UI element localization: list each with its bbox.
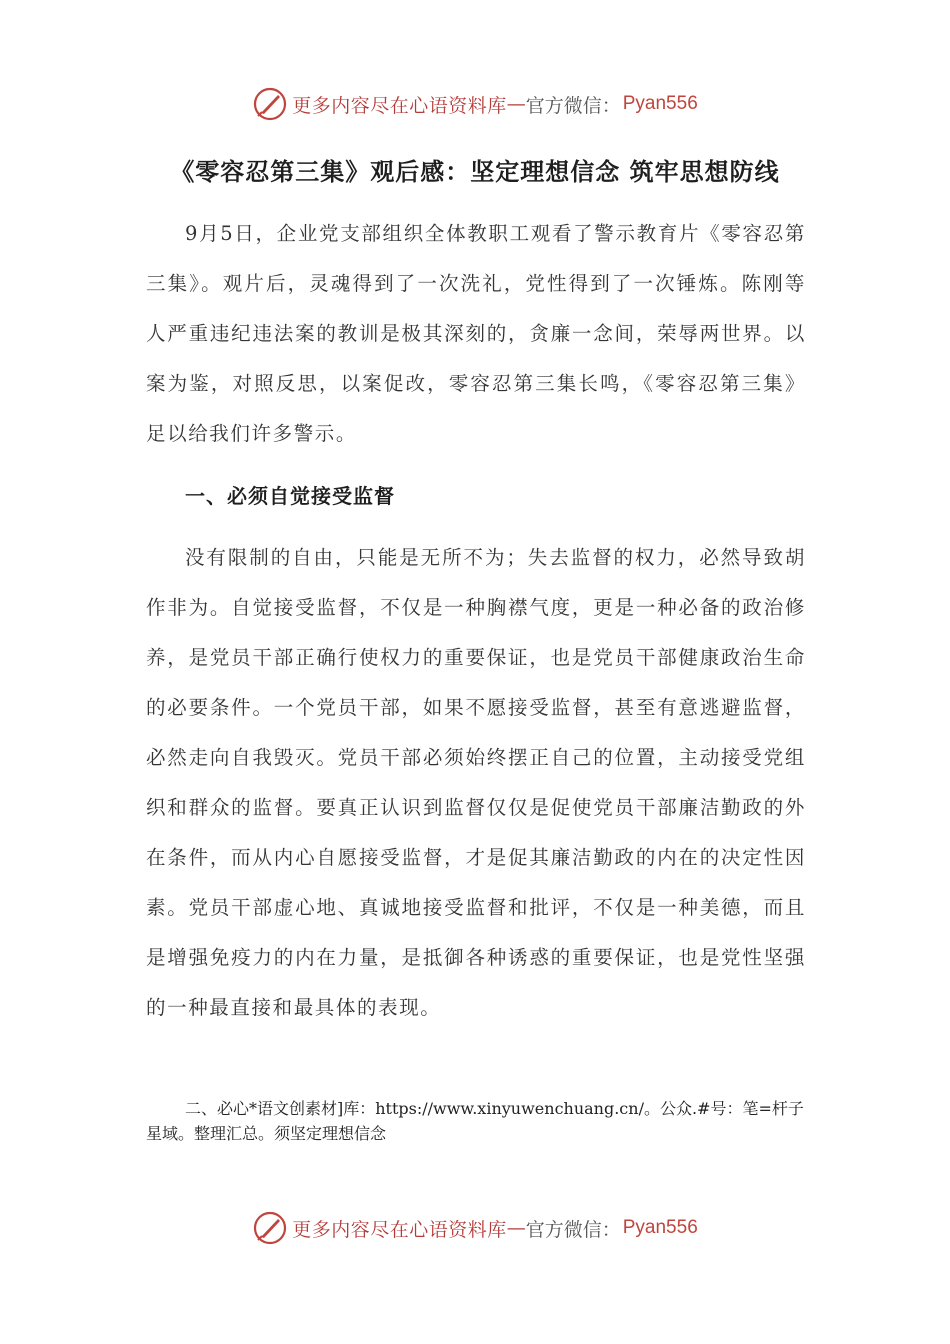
header-banner: [0, 84, 950, 124]
quill-logo-icon: [252, 86, 288, 122]
banner-wechat-id: Pyan556: [622, 1217, 698, 1238]
banner-text: 更多内容尽在心语资料库: [292, 94, 507, 117]
paragraph-section-1: 没有限制的自由，只能是无所不为；失去监督的权力，必然导致胡作非为。自觉接受监督，不仅是一种胸襟气度，更是一种必备的政治修养，是党员干部正确行使权力的重要保证，也是党员干部健康政治生命的必要条件。一个党员干部，如果不愿接受监督，甚至有意逃避监督，必然走向自我毁灭。党员干部必须始终摆正自己的位置，主动接受党组织和群众的监督。要真正认识到监督仅仅是促使党员干部廉洁勤政的外在条件，而从内心自愿接受监督，才是促其廉洁勤政的内在的决定性因素。党员干部虚心地、真诚地接受监督和批评，不仅是一种美德，而且是增强免疫力的内在力量，是抵御各种诱惑的重要保证，也是党性坚强的一种最直接和最具体的表现。: [146, 546, 806, 1019]
document-title: 《零容忍第三集》观后感：坚定理想信念 筑牢思想防线: [170, 158, 780, 186]
banner-text: 更多内容尽在心语资料库: [292, 1218, 507, 1241]
banner-dash: —: [506, 1217, 526, 1239]
section-heading-1: 一、必须自觉接受监督: [185, 484, 395, 508]
paragraph-intro: 9月5日，企业党支部组织全体教职工观看了警示教育片《零容忍第三集》。观片后，灵魂得到了一次洗礼，党性得到了一次锤炼。陈刚等人严重违纪违法案的教训是极其深刻的，贪廉一念间，荣辱两世界。以案为鉴，对照反思，以案促改，零容忍第三集长鸣，《零容忍第三集》足以给我们许多警示。: [146, 222, 806, 445]
footer-banner: [0, 1208, 950, 1248]
section-2-note: 二、必心*语文创素材]库：https://www.xinyuwenchuang.cn/。公众.#号：笔=杆子星域。整理汇总。须坚定理想信念: [146, 1099, 804, 1143]
banner-wechat-id: Pyan556: [622, 93, 698, 114]
quill-logo-icon: [252, 1210, 288, 1246]
banner-wechat-label: 官方微信：: [525, 94, 621, 117]
banner-wechat-label: 官方微信：: [525, 1218, 621, 1241]
banner-dash: —: [506, 93, 526, 115]
